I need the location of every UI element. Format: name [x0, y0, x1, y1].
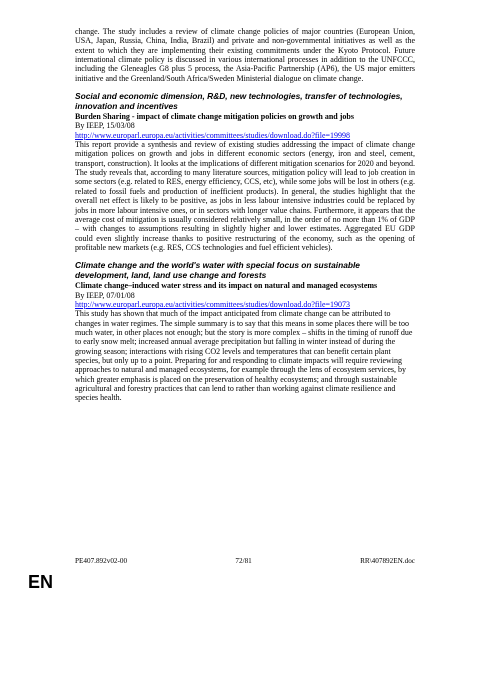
- language-marker: EN: [28, 572, 54, 592]
- footer-doc-ref: PE407.892v02-00: [75, 557, 128, 565]
- footer-file-name: RR\407892EN.doc: [360, 557, 415, 565]
- section-water: [75, 260, 415, 402]
- study-title: Burden Sharing - impact of climate change mitigation policies on growth and jobs: [75, 112, 354, 122]
- study-summary: This report provide a synthesis and review of existing studies addressing the impact of climate change mitigation polices on growth and jobs in different economic sectors (energy, iron and steel, cement, transport, construction). It looks at the implications of different mitigation scenarios for 2020 and beyond. The study reveals that, according to many literature sources, mitigation policy will lead to job creation in some sectors (e.g. related to RES, energy efficiency, CCS, etc), while some jobs will be lost in others (e.g. related to fossil fuels and production of inefficient products). In general, the studies highlight that the overall net effect is likely to be positive, as jobs in less labour intensive industries could be replaced by jobs in more labour intensive ones, or in sectors with longer value chains. Furthermore, it appears that the average cost of mitigation is usually considered relatively small, in the order of no more than 1% of GDP – with changes to assumptions resulting in slightly higher and lower estimates. Aggregated EU GDP could even slightly increase thanks to positive restructuring of the economy, such as the opening of profitable new markets (e.g. RES, CCS technologies and fuel efficient vehicles).: [75, 140, 415, 252]
- study-meta: By IEEP, 07/01/08: [75, 290, 135, 300]
- study-link[interactable]: http://www.europarl.europa.eu/activities/committees/studies/download.do?file=19073: [75, 299, 351, 309]
- study-summary: This study has shown that much of the impact anticipated from climate change can be attributed to changes in water regimes. The simple summary is to say that this means in some places there will be too much water, in other places not enough; but the story is more complex – shifts in the timing of runoff due to early snow melt; increased annual average precipitation but falling in winter instead of during the growing season; interactions with rising CO2 levels and temperatures that can benefit certain plant species, but only up to a point. Preparing for and responding to climate impacts will require reviewing approaches to natural and managed ecosystems, for example through the lens of ecosystem services, by which greater emphasis is placed on the preservation of healthy ecosystems; and through sustainable agricultural and forestry practices that can lend to rather than working against climate resilience and species health.: [75, 309, 413, 403]
- study-meta: By IEEP, 15/03/08: [75, 121, 135, 131]
- section-heading: Climate change and the world's water with special focus on sustainable development, land, land use change and forests: [75, 260, 360, 281]
- study-link[interactable]: http://www.europarl.europa.eu/activities/committees/studies/download.do?file=19998: [75, 130, 351, 140]
- page-content: [75, 27, 415, 403]
- section-burden-sharing: [75, 91, 415, 252]
- page-footer: [75, 557, 415, 565]
- study-title: Climate change–induced water stress and its impact on natural and managed ecosystems: [75, 281, 378, 291]
- intro-paragraph: change. The study includes a review of climate change policies of major countries (European Union, USA, Japan, Russia, China, India, Brazil) and private and non-governmental initiatives as well as the extent to which they are implementing their existing commitments under the Kyoto Protocol. Future international climate policy is discussed in various international processes in addition to the UNFCCC, including the Gleneagles G8 plus 5 process, the Asia-Pacific Partnership (AP6), the US major emitters initiative and the Greenland/South Africa/Sweden Ministerial dialogue on climate change.: [75, 27, 415, 83]
- section-heading: Social and economic dimension, R&D, new technologies, transfer of technologies, innovation and incentives: [75, 91, 403, 112]
- footer-page-number: 72/81: [235, 557, 252, 565]
